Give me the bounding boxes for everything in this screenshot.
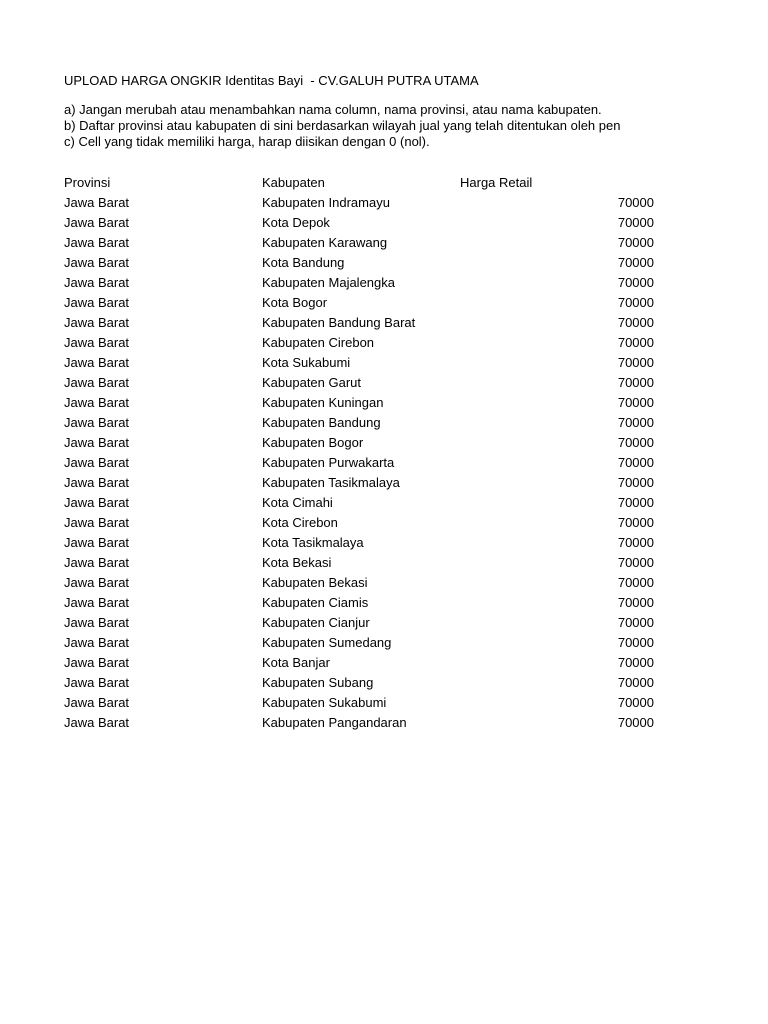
cell-harga-retail: 70000 xyxy=(617,715,654,730)
cell-provinsi: Jawa Barat xyxy=(64,655,130,670)
cell-harga-retail: 70000 xyxy=(617,375,654,390)
cell-kabupaten: Kabupaten Cirebon xyxy=(262,335,375,350)
cell-provinsi: Jawa Barat xyxy=(64,475,130,490)
instruction-note: c) Cell yang tidak memiliki harga, harap diisikan dengan 0 (nol). xyxy=(64,134,430,149)
cell-kabupaten: Kota Cimahi xyxy=(262,495,333,510)
cell-kabupaten: Kabupaten Bogor xyxy=(262,435,364,450)
cell-kabupaten: Kota Sukabumi xyxy=(262,355,351,370)
cell-provinsi: Jawa Barat xyxy=(64,555,130,570)
cell-kabupaten: Kabupaten Sumedang xyxy=(262,635,392,650)
cell-provinsi: Jawa Barat xyxy=(64,235,130,250)
table-body xyxy=(64,193,664,733)
table-row xyxy=(64,433,664,453)
cell-provinsi: Jawa Barat xyxy=(64,275,130,290)
cell-provinsi: Jawa Barat xyxy=(64,575,130,590)
cell-kabupaten: Kabupaten Purwakarta xyxy=(262,455,395,470)
table-row xyxy=(64,633,664,653)
cell-provinsi: Jawa Barat xyxy=(64,615,130,630)
cell-harga-retail: 70000 xyxy=(617,595,654,610)
cell-kabupaten: Kabupaten Bekasi xyxy=(262,575,368,590)
shipping-price-table xyxy=(64,173,664,733)
cell-kabupaten: Kabupaten Bandung Barat xyxy=(262,315,416,330)
cell-kabupaten: Kabupaten Majalengka xyxy=(262,275,395,290)
cell-provinsi: Jawa Barat xyxy=(64,355,130,370)
cell-harga-retail: 70000 xyxy=(617,675,654,690)
instruction-note: a) Jangan merubah atau menambahkan nama column, nama provinsi, atau nama kabupaten. xyxy=(64,102,602,117)
cell-kabupaten: Kabupaten Karawang xyxy=(262,235,388,250)
cell-harga-retail: 70000 xyxy=(617,235,654,250)
table-row xyxy=(64,473,664,493)
cell-harga-retail: 70000 xyxy=(617,275,654,290)
table-row xyxy=(64,573,664,593)
column-header-provinsi: Provinsi xyxy=(64,175,111,190)
cell-provinsi: Jawa Barat xyxy=(64,255,130,270)
cell-provinsi: Jawa Barat xyxy=(64,635,130,650)
table-row xyxy=(64,513,664,533)
table-row xyxy=(64,313,664,333)
cell-provinsi: Jawa Barat xyxy=(64,715,130,730)
cell-provinsi: Jawa Barat xyxy=(64,495,130,510)
cell-harga-retail: 70000 xyxy=(617,495,654,510)
cell-provinsi: Jawa Barat xyxy=(64,415,130,430)
table-row xyxy=(64,653,664,673)
table-row xyxy=(64,333,664,353)
table-row xyxy=(64,673,664,693)
column-header-harga-retail: Harga Retail xyxy=(460,175,533,190)
cell-provinsi: Jawa Barat xyxy=(64,595,130,610)
cell-kabupaten: Kota Depok xyxy=(262,215,330,230)
cell-provinsi: Jawa Barat xyxy=(64,315,130,330)
table-row xyxy=(64,453,664,473)
cell-harga-retail: 70000 xyxy=(617,195,654,210)
cell-provinsi: Jawa Barat xyxy=(64,215,130,230)
cell-kabupaten: Kota Cirebon xyxy=(262,515,338,530)
cell-harga-retail: 70000 xyxy=(617,615,654,630)
table-row xyxy=(64,233,664,253)
cell-harga-retail: 70000 xyxy=(617,655,654,670)
cell-harga-retail: 70000 xyxy=(617,535,654,550)
table-row xyxy=(64,593,664,613)
cell-kabupaten: Kota Banjar xyxy=(262,655,330,670)
cell-kabupaten: Kabupaten Kuningan xyxy=(262,395,384,410)
cell-provinsi: Jawa Barat xyxy=(64,675,130,690)
cell-kabupaten: Kota Bekasi xyxy=(262,555,332,570)
cell-provinsi: Jawa Barat xyxy=(64,335,130,350)
cell-kabupaten: Kota Bandung xyxy=(262,255,345,270)
cell-kabupaten: Kota Tasikmalaya xyxy=(262,535,364,550)
table-row xyxy=(64,693,664,713)
table-row xyxy=(64,393,664,413)
cell-kabupaten: Kabupaten Sukabumi xyxy=(262,695,387,710)
cell-provinsi: Jawa Barat xyxy=(64,375,130,390)
instructions-list xyxy=(64,102,754,150)
table-row xyxy=(64,413,664,433)
cell-provinsi: Jawa Barat xyxy=(64,435,130,450)
table-row xyxy=(64,493,664,513)
table-row xyxy=(64,293,664,313)
table-row xyxy=(64,613,664,633)
cell-kabupaten: Kabupaten Garut xyxy=(262,375,362,390)
cell-kabupaten: Kabupaten Cianjur xyxy=(262,615,370,630)
table-row xyxy=(64,553,664,573)
cell-kabupaten: Kabupaten Indramayu xyxy=(262,195,390,210)
cell-harga-retail: 70000 xyxy=(617,395,654,410)
cell-harga-retail: 70000 xyxy=(617,255,654,270)
cell-kabupaten: Kabupaten Pangandaran xyxy=(262,715,407,730)
cell-harga-retail: 70000 xyxy=(617,355,654,370)
cell-provinsi: Jawa Barat xyxy=(64,295,130,310)
cell-kabupaten: Kabupaten Subang xyxy=(262,675,374,690)
cell-provinsi: Jawa Barat xyxy=(64,455,130,470)
cell-harga-retail: 70000 xyxy=(617,515,654,530)
cell-provinsi: Jawa Barat xyxy=(64,515,130,530)
cell-harga-retail: 70000 xyxy=(617,695,654,710)
cell-provinsi: Jawa Barat xyxy=(64,535,130,550)
table-row xyxy=(64,373,664,393)
cell-harga-retail: 70000 xyxy=(617,455,654,470)
cell-harga-retail: 70000 xyxy=(617,555,654,570)
table-row xyxy=(64,713,664,733)
cell-kabupaten: Kabupaten Ciamis xyxy=(262,595,369,610)
cell-harga-retail: 70000 xyxy=(617,415,654,430)
cell-kabupaten: Kabupaten Tasikmalaya xyxy=(262,475,400,490)
cell-harga-retail: 70000 xyxy=(617,475,654,490)
cell-provinsi: Jawa Barat xyxy=(64,695,130,710)
cell-kabupaten: Kota Bogor xyxy=(262,295,328,310)
table-row xyxy=(64,213,664,233)
table-header-row xyxy=(64,173,664,193)
table-row xyxy=(64,193,664,213)
cell-harga-retail: 70000 xyxy=(617,635,654,650)
cell-harga-retail: 70000 xyxy=(617,295,654,310)
cell-harga-retail: 70000 xyxy=(617,575,654,590)
table-row xyxy=(64,273,664,293)
document-title: UPLOAD HARGA ONGKIR Identitas Bayi - CV.GALUH PUTRA UTAMA xyxy=(64,73,479,88)
cell-provinsi: Jawa Barat xyxy=(64,395,130,410)
cell-harga-retail: 70000 xyxy=(617,215,654,230)
column-header-kabupaten: Kabupaten xyxy=(262,175,325,190)
cell-provinsi: Jawa Barat xyxy=(64,195,130,210)
table-row xyxy=(64,253,664,273)
instruction-note: b) Daftar provinsi atau kabupaten di sini berdasarkan wilayah jual yang telah ditentukan oleh pen xyxy=(64,118,621,133)
cell-harga-retail: 70000 xyxy=(617,435,654,450)
cell-kabupaten: Kabupaten Bandung xyxy=(262,415,381,430)
cell-harga-retail: 70000 xyxy=(617,335,654,350)
cell-harga-retail: 70000 xyxy=(617,315,654,330)
table-row xyxy=(64,353,664,373)
table-row xyxy=(64,533,664,553)
